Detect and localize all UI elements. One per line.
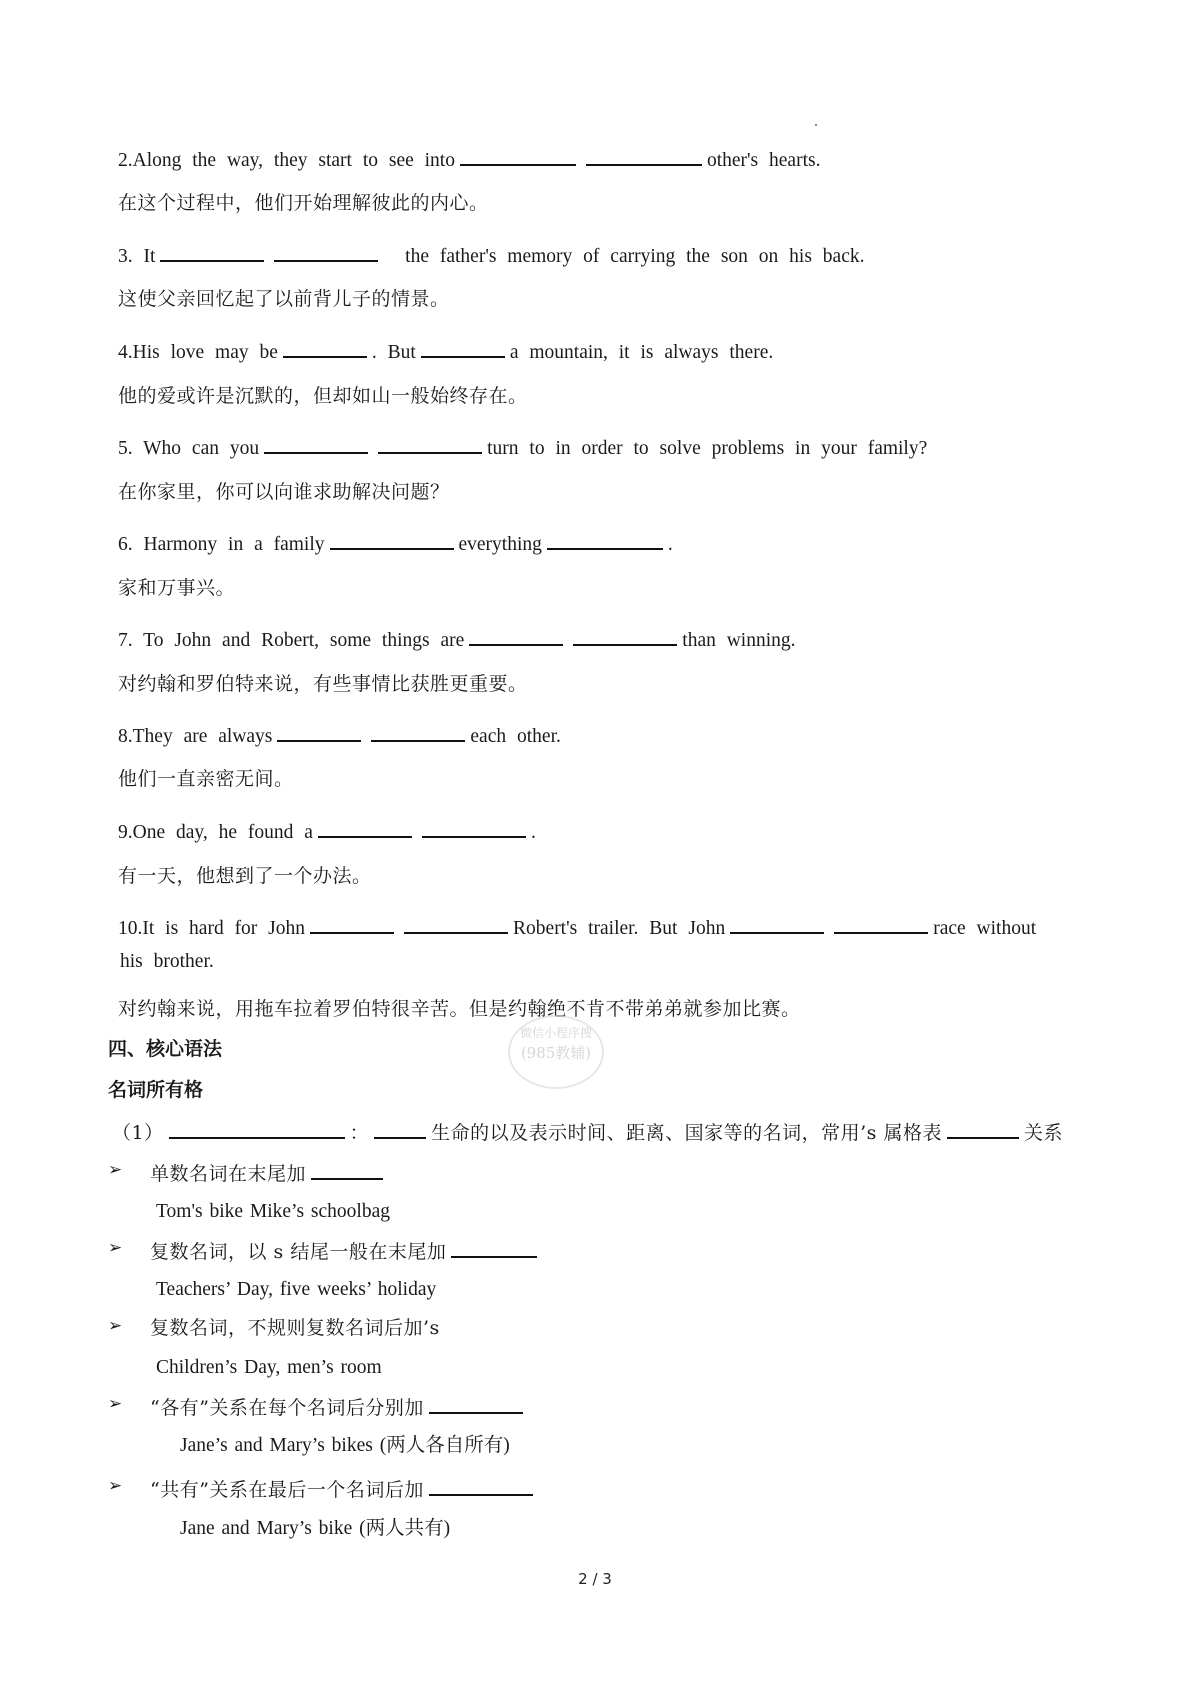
translation-6: 家和万事兴。 — [118, 577, 236, 599]
answer-blank[interactable] — [378, 434, 482, 454]
question-text: the father's memory of carrying the son on his back. — [405, 246, 865, 267]
answer-blank[interactable] — [374, 1119, 426, 1139]
question-text: than winning. — [682, 630, 796, 651]
question-text: . — [530, 822, 536, 843]
question-text: 8.They are always — [118, 726, 273, 747]
translation-7: 对约翰和罗伯特来说，有些事情比获胜更重要。 — [118, 673, 528, 695]
translation-2: 在这个过程中，他们开始理解彼此的内心。 — [118, 192, 489, 214]
question-7 — [118, 626, 796, 653]
bullet-example: Jane and Mary’s bike (两人共有) — [180, 1518, 451, 1539]
answer-blank[interactable] — [451, 1238, 537, 1258]
answer-blank[interactable] — [422, 818, 526, 838]
answer-blank[interactable] — [421, 338, 505, 358]
bullet-arrow-icon: ➢ — [108, 1394, 123, 1414]
rule-text: 关系 — [1023, 1122, 1063, 1144]
answer-blank[interactable] — [169, 1119, 345, 1139]
question-text: a mountain, it is always there. — [509, 342, 774, 363]
translation-5: 在你家里，你可以向谁求助解决问题？ — [118, 481, 450, 503]
translation-10: 对约翰来说，用拖车拉着罗伯特很辛苦。但是约翰绝不肯不带弟弟就参加比赛。 — [118, 998, 801, 1020]
answer-blank[interactable] — [429, 1476, 533, 1496]
answer-blank[interactable] — [274, 242, 378, 262]
bullet-arrow-icon: ➢ — [108, 1160, 123, 1180]
answer-blank[interactable] — [573, 626, 677, 646]
watermark-seal — [508, 1015, 604, 1089]
translation-8: 他们一直亲密无间。 — [118, 768, 294, 790]
question-text: 9.One day, he found a — [118, 822, 313, 843]
answer-blank[interactable] — [264, 434, 368, 454]
answer-blank[interactable] — [404, 914, 508, 934]
answer-blank[interactable] — [586, 146, 702, 166]
question-text: 6. Harmony in a family — [118, 534, 325, 555]
answer-blank[interactable] — [947, 1119, 1019, 1139]
bullet-text: “共有”关系在最后一个名词后加 — [150, 1479, 424, 1501]
question-text: Robert's trailer. But John — [513, 918, 726, 939]
question-9 — [118, 818, 536, 845]
answer-blank[interactable] — [311, 1160, 383, 1180]
question-4 — [118, 338, 773, 365]
grammar-bullet — [150, 1316, 440, 1340]
bullet-text: 复数名词，不规则复数名词后加’s — [150, 1317, 440, 1339]
bullet-example: Tom's bike Mike’s schoolbag — [156, 1201, 391, 1222]
rule-text: ： — [349, 1122, 370, 1144]
watermark-line: 微信小程序搜 — [519, 1026, 592, 1040]
bullet-example: Children’s Day, men’s room — [156, 1357, 382, 1378]
question-text: turn to in order to solve problems in your family? — [487, 438, 928, 459]
page-number: 2 / 3 — [578, 1570, 612, 1588]
question-text: race without — [933, 918, 1037, 939]
question-10-continued: his brother. — [120, 951, 214, 972]
bullet-example: Jane’s and Mary’s bikes (两人各自所有) — [180, 1435, 510, 1456]
question-text: . — [667, 534, 673, 555]
question-text: 7. To John and Robert, some things are — [118, 630, 465, 651]
translation-4: 他的爱或许是沉默的，但却如山一般始终存在。 — [118, 385, 528, 407]
grammar-bullet — [150, 1394, 528, 1420]
answer-blank[interactable] — [460, 146, 576, 166]
question-text: 2.Along the way, they start to see into — [118, 150, 455, 171]
question-10 — [118, 914, 1036, 941]
question-3 — [118, 242, 864, 269]
question-text: . But — [371, 342, 416, 363]
section-title: 四、核心语法 — [108, 1038, 223, 1060]
bullet-arrow-icon: ➢ — [108, 1238, 123, 1258]
grammar-bullet — [150, 1476, 538, 1502]
bullet-text: 单数名词在末尾加 — [150, 1163, 307, 1185]
grammar-rule-1 — [112, 1119, 1063, 1145]
answer-blank[interactable] — [330, 530, 454, 550]
answer-blank[interactable] — [277, 722, 361, 742]
answer-blank[interactable] — [547, 530, 663, 550]
answer-blank[interactable] — [283, 338, 367, 358]
question-text: 4.His love may be — [118, 342, 278, 363]
section-subtitle: 名词所有格 — [108, 1079, 204, 1101]
answer-blank[interactable] — [429, 1394, 523, 1414]
answer-blank[interactable] — [834, 914, 928, 934]
grammar-bullet — [150, 1238, 542, 1264]
question-text: each other. — [470, 726, 561, 747]
answer-blank[interactable] — [371, 722, 465, 742]
answer-blank[interactable] — [160, 242, 264, 262]
bullet-arrow-icon: ➢ — [108, 1476, 123, 1496]
bullet-example: Teachers’ Day, five weeks’ holiday — [156, 1279, 437, 1300]
answer-blank[interactable] — [730, 914, 824, 934]
rule-number: （1） — [112, 1122, 164, 1144]
question-8 — [118, 722, 561, 749]
bullet-arrow-icon: ➢ — [108, 1316, 123, 1336]
answer-blank[interactable] — [318, 818, 412, 838]
question-text: 3. It — [118, 246, 156, 267]
translation-3: 这使父亲回忆起了以前背儿子的情景。 — [118, 288, 450, 310]
question-2 — [118, 146, 820, 173]
question-5 — [118, 434, 927, 461]
question-text: everything — [458, 534, 542, 555]
translation-9: 有一天，他想到了一个办法。 — [118, 865, 372, 887]
bullet-text: 复数名词，以 s 结尾一般在末尾加 — [150, 1241, 447, 1263]
bullet-text: “各有”关系在每个名词后分别加 — [150, 1397, 424, 1419]
rule-text: 生命的以及表示时间、距离、国家等的名词，常用’s 属格表 — [431, 1122, 942, 1144]
watermark-line: (985教辅) — [520, 1044, 592, 1062]
stray-dot — [815, 124, 817, 126]
grammar-bullet — [150, 1160, 388, 1186]
question-text: other's hearts. — [706, 150, 821, 171]
answer-blank[interactable] — [310, 914, 394, 934]
question-text: 10.It is hard for John — [118, 918, 306, 939]
question-text: 5. Who can you — [118, 438, 260, 459]
answer-blank[interactable] — [469, 626, 563, 646]
question-6 — [118, 530, 673, 557]
